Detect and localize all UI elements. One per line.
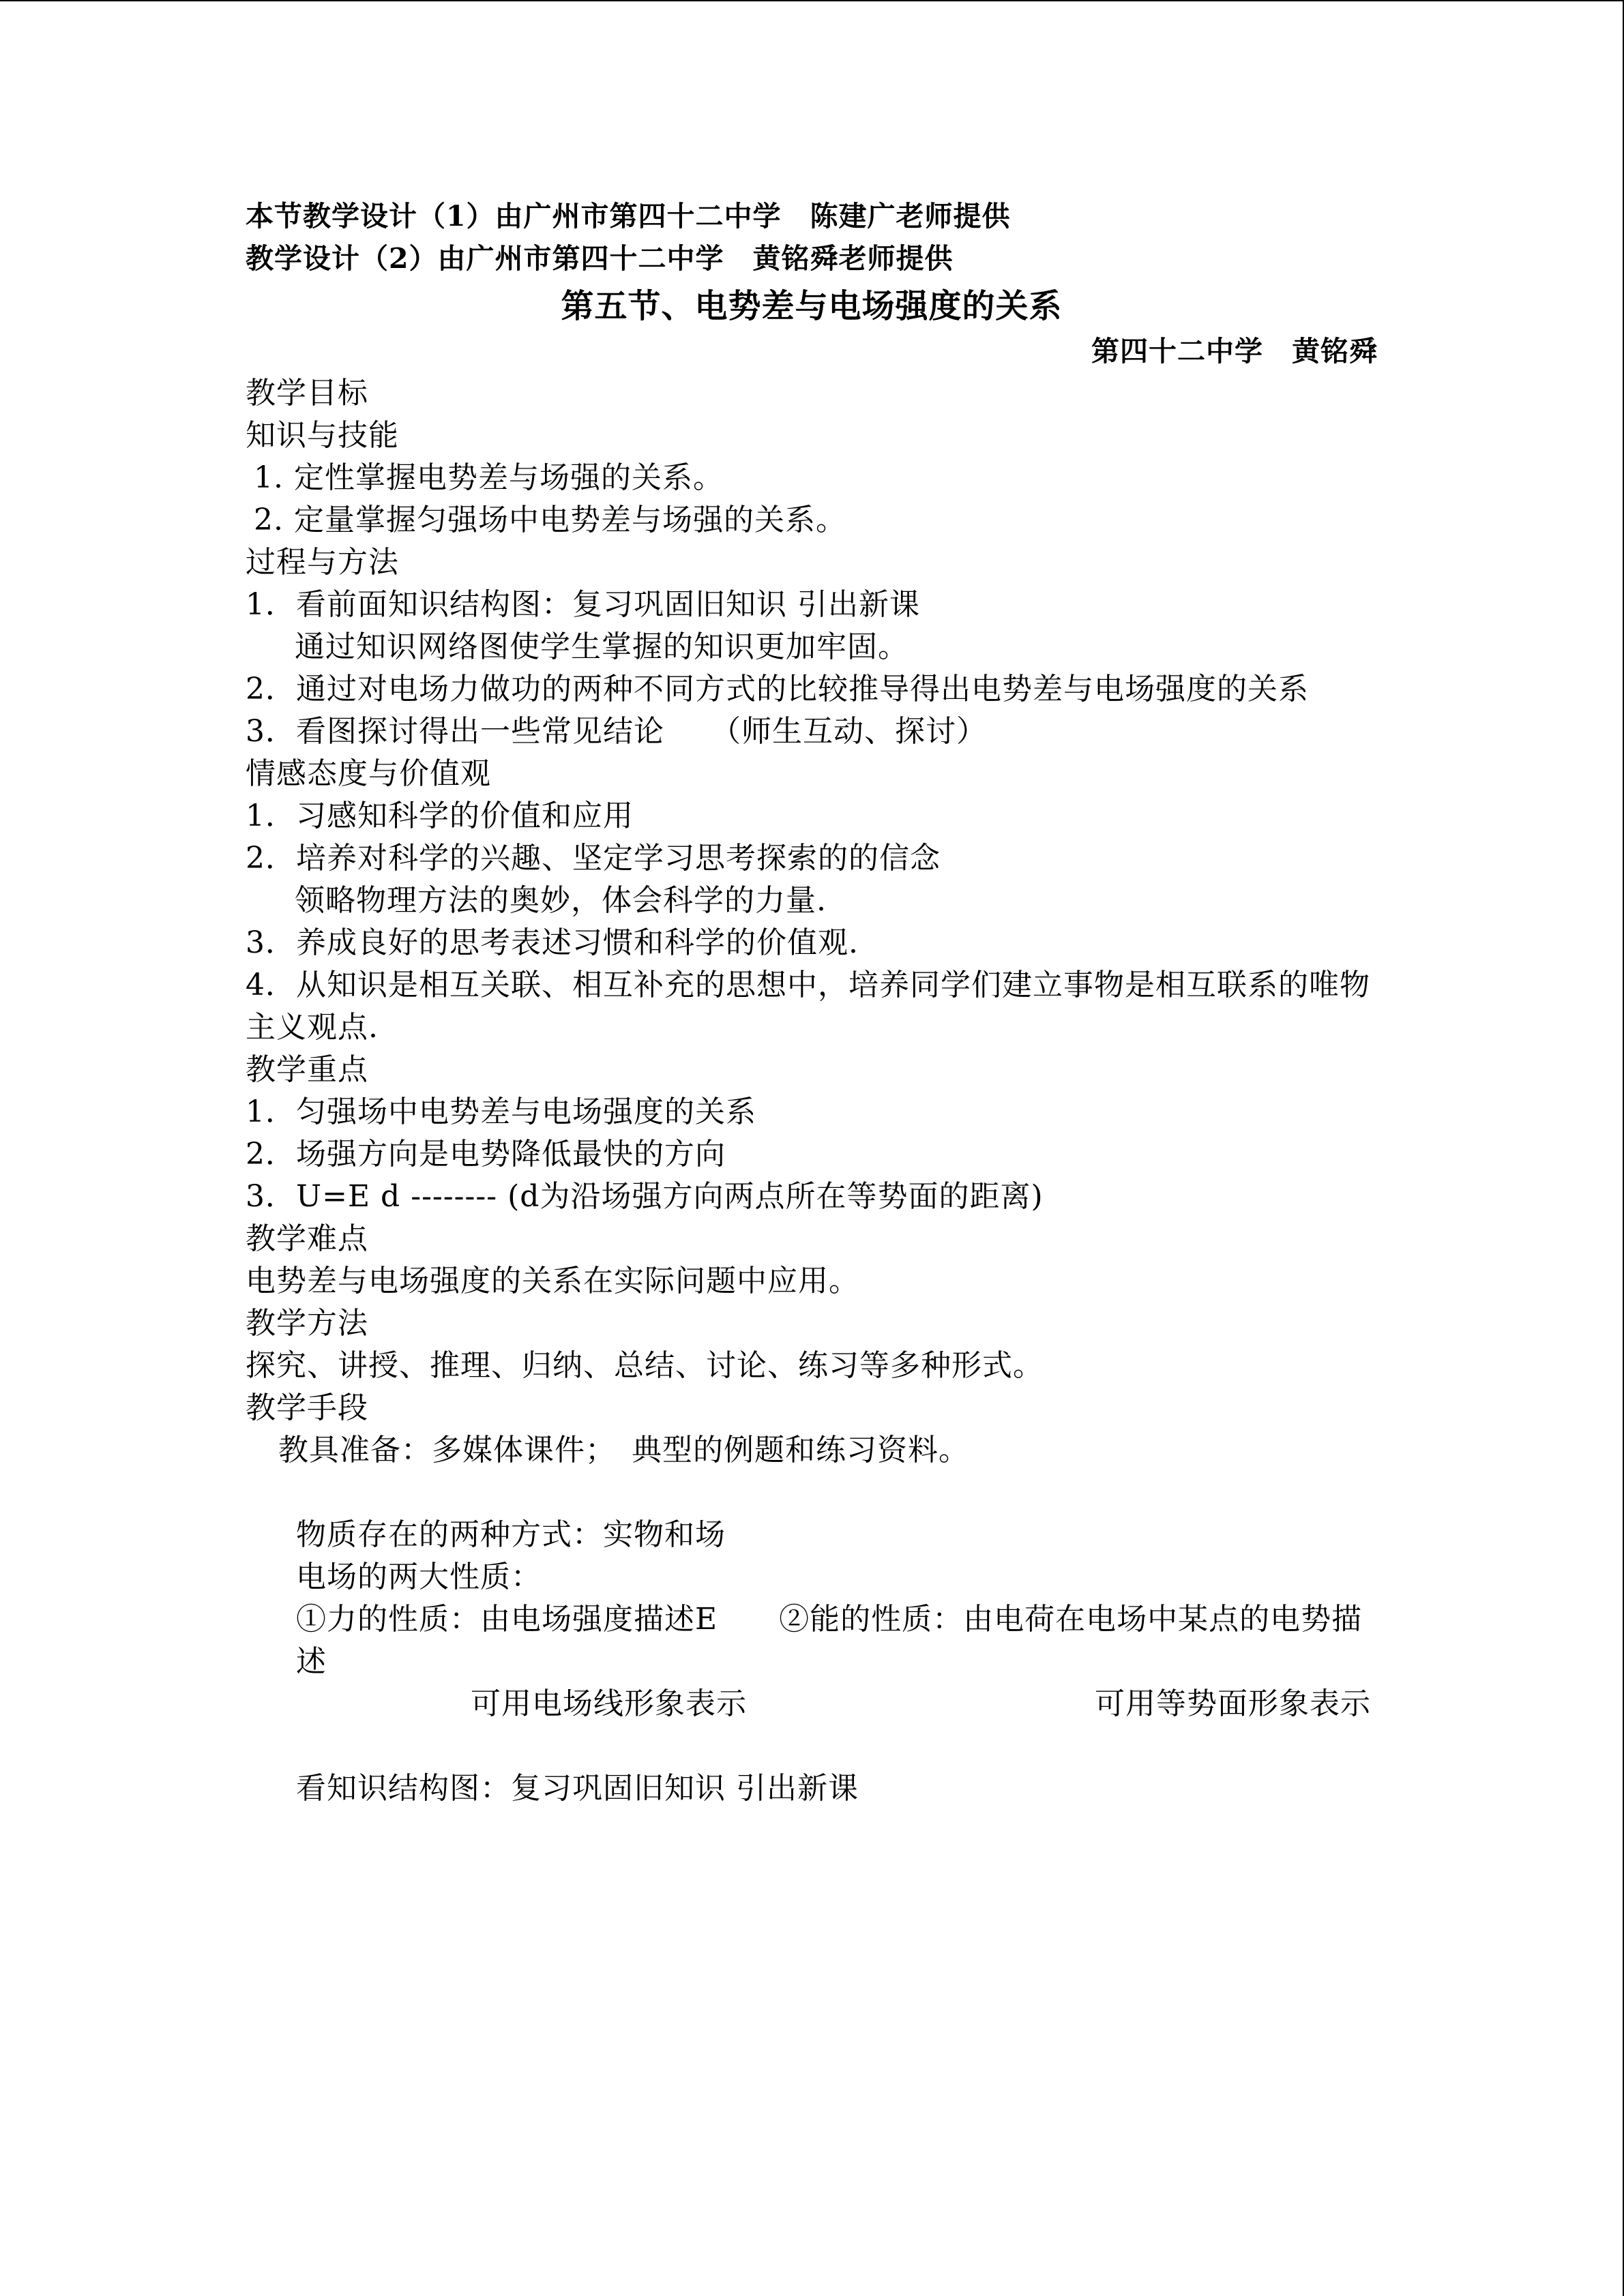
knowledge-item-1: 1. 定性掌握电势差与场强的关系。 [254, 460, 724, 495]
difficulty-text: 电势差与电场强度的关系在实际问题中应用。 [246, 1264, 859, 1298]
key-point-3: 3．U=E d -------- (d为沿场强方向两点所在等势面的距离) [246, 1179, 1044, 1214]
emotion-item-3: 3．养成良好的思考表述习惯和科学的价值观. [246, 925, 859, 960]
section-heading-goals: 教学目标 [246, 376, 368, 411]
section-heading-key-points: 教学重点 [246, 1052, 368, 1087]
review-line-1: 物质存在的两种方式：实物和场 [296, 1517, 726, 1552]
emotion-item-4: 4．从知识是相互关联、相互补充的思想中，培养同学们建立事物是相互联系的唯物主义观点. [246, 968, 1370, 1045]
process-item-1-sub: 通过知识网络图使学生掌握的知识更加牢固。 [295, 629, 909, 664]
page-title: 第五节、电势差与电场强度的关系 [561, 287, 1063, 325]
methods-text: 探究、讲授、推理、归纳、总结、讨论、练习等多种形式。 [246, 1348, 1044, 1383]
emotion-item-1: 1．习感知科学的价值和应用 [246, 799, 634, 833]
author-school: 第四十二中学 黄铭舜 [1091, 335, 1378, 368]
review-line-2: 电场的两大性质： [296, 1560, 542, 1594]
top-border [0, 0, 1624, 1]
emotion-item-2: 2．培养对科学的兴趣、坚定学习思考探索的的信念 [246, 841, 941, 876]
section-heading-difficulty: 教学难点 [246, 1221, 368, 1256]
document-page [246, 195, 1378, 1810]
subheading-process: 过程与方法 [246, 545, 399, 580]
review-note-field-lines: 可用电场线形象表示 [471, 1686, 747, 1721]
spacer [246, 1725, 1378, 1768]
spacer [246, 1472, 1378, 1514]
review-notes-row [246, 1683, 1378, 1725]
process-item-3: 3．看图探讨得出一些常见结论 （师生互动、探讨） [246, 714, 987, 749]
section-heading-means: 教学手段 [246, 1390, 368, 1425]
review-note-equipotential: 可用等势面形象表示 [1095, 1686, 1371, 1721]
emotion-item-2-sub: 领略物理方法的奥妙，体会科学的力量. [295, 883, 827, 918]
subheading-knowledge: 知识与技能 [246, 418, 399, 453]
knowledge-item-2: 2. 定量掌握匀强场中电势差与场强的关系。 [254, 503, 846, 537]
key-point-1: 1．匀强场中电势差与电场强度的关系 [246, 1094, 756, 1129]
process-item-2: 2．通过对电场力做功的两种不同方式的比较推导得出电势差与电场强度的关系 [246, 672, 1309, 706]
section-heading-methods: 教学方法 [246, 1306, 368, 1341]
means-text: 教具准备：多媒体课件； 典型的例题和练习资料。 [278, 1433, 969, 1467]
credit-line-1: 本节教学设计（1）由广州市第四十二中学 陈建广老师提供 [246, 200, 1011, 233]
review-line-3: ①力的性质：由电场强度描述E ②能的性质：由电荷在电场中某点的电势描述 [296, 1602, 1363, 1679]
key-point-2: 2．场强方向是电势降低最快的方向 [246, 1137, 726, 1172]
review-line-4: 看知识结构图：复习巩固旧知识 引出新课 [296, 1771, 859, 1806]
subheading-emotion: 情感态度与价值观 [246, 756, 491, 791]
credit-line-2: 教学设计（2）由广州市第四十二中学 黄铭舜老师提供 [246, 242, 954, 275]
process-item-1: 1．看前面知识结构图：复习巩固旧知识 引出新课 [246, 587, 920, 622]
